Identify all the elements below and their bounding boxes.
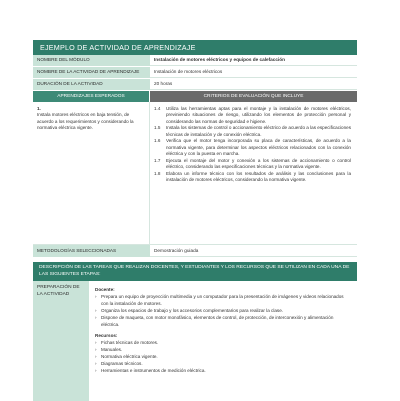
bullet-icon: ›: [95, 308, 97, 313]
list-item: [95, 293, 351, 307]
bullet-icon: ›: [95, 347, 97, 352]
bullet-icon: ›: [95, 354, 97, 359]
list-item: [95, 339, 351, 346]
bullet-icon: ›: [95, 340, 97, 345]
criterion-number: 1.4: [154, 106, 161, 111]
criterion-number: 1.8: [154, 170, 161, 176]
list-item-text: Organiza los espacios de trabajo y los accesorios complementarios para realizar la clase.: [101, 308, 284, 313]
methodology-label: METODOLOGÍAS SELECCIONADAS: [33, 245, 150, 257]
document-title: EJEMPLO DE ACTIVIDAD DE APRENDIZAJE: [33, 40, 357, 55]
criteria-list: [150, 102, 357, 244]
preparation-content: [89, 281, 357, 401]
bullet-icon: ›: [95, 315, 97, 320]
criterion-item: [154, 106, 351, 125]
info-label: NOMBRE DEL MÓDULO: [33, 55, 150, 66]
list-item-text: Manuales.: [101, 347, 123, 352]
list-item-text: Prepara un equipo de proyección multimedia y un computador para la presentación de imágenes y videos relacionados con la instalación de motores.: [101, 294, 344, 306]
bullet-icon: ›: [95, 368, 97, 373]
criterion-item: [154, 158, 351, 171]
criterion-number: 1.7: [154, 157, 161, 163]
criterion-item: [154, 171, 351, 184]
list-item-text: Fichas técnicas de motores.: [101, 340, 159, 345]
preparation-label: PREPARACIÓN DE LA ACTIVIDAD: [33, 281, 89, 401]
info-row-activity: [33, 67, 357, 79]
learning-text: Instala motores eléctricos en baja tensión, de acuerdo a los requerimientos y considerando la normativa eléctrica vigente.: [37, 112, 134, 130]
list-item: [95, 353, 351, 360]
criterion-text: Utiliza las herramientas aptas para el montaje y la instalación de motores eléctricos, previniendo situaciones de riesgo, utilizando los elementos de protección personal y considerando las normas de seguridad e higiene.: [166, 106, 351, 124]
bullet-icon: ›: [95, 361, 97, 366]
teacher-title: Docente:: [95, 287, 115, 292]
resources-title: Recursos:: [95, 333, 118, 338]
learning-outcome: [33, 102, 150, 244]
info-value: 20 horas: [150, 79, 357, 90]
learning-criteria-section: [33, 102, 357, 245]
methodology-value: Demostración guiada: [150, 245, 357, 257]
list-item: [95, 367, 351, 374]
list-item-text: Normativa eléctrica vigente.: [101, 354, 158, 359]
preparation-section: [33, 281, 357, 401]
activity-document: [33, 40, 357, 401]
description-header: DESCRIPCIÓN DE LAS TAREAS QUE REALIZAN DOCENTES, Y ESTUDIANTES Y LOS RECURSOS QUE SE UTILIZAN EN CADA UNA DE LAS SIGUIENTES ETAPAS:: [33, 262, 357, 281]
learning-number: 1.: [37, 106, 41, 111]
info-row-module: [33, 55, 357, 67]
list-item: [95, 307, 351, 314]
list-item: [95, 346, 351, 353]
list-item-text: Dispone de maqueta, con motor monofásico, elementos de control, de protección, de interconexión y alimentación eléctrica.: [101, 315, 334, 327]
criterion-item: [154, 125, 351, 138]
bullet-icon: ›: [95, 294, 97, 299]
list-item: [95, 314, 351, 328]
criterion-item: [154, 138, 351, 157]
criterion-text: Elabora un informe técnico con los resultados de análisis y las conclusiones para la instalación de motores eléctricos, considerando la normativa vigente.: [166, 170, 351, 183]
list-item-text: Herramientas e instrumentos de medición eléctrica.: [101, 368, 206, 373]
learning-column-header: APRENDIZAJES ESPERADOS: [33, 91, 150, 102]
criterion-number: 1.5: [154, 125, 161, 131]
criterion-number: 1.6: [154, 138, 161, 144]
criterion-text: Instala los sistemas de control o accionamiento eléctrico de acuerdo a las especificaciones técnicas de instalación y de conexión eléctrica.: [166, 125, 351, 137]
info-label: NOMBRE DE LA ACTIVIDAD DE APRENDIZAJE: [33, 67, 150, 78]
list-item-text: Diagramas técnicos.: [101, 361, 143, 366]
info-value: Instalación de motores eléctricos y equipos de calefacción: [150, 55, 357, 66]
column-headers: [33, 91, 357, 102]
info-label: DURACIÓN DE LA ACTIVIDAD: [33, 79, 150, 90]
list-item: [95, 360, 351, 367]
methodology-row: [33, 245, 357, 257]
criterion-text: Ejecuta el montaje del motor y conexión a los sistemas de accionamiento o control eléctrico, considerando las especificaciones técnicas y la normativa vigente.: [166, 157, 351, 170]
criteria-column-header: CRITERIOS DE EVALUACIÓN QUE INCLUYE: [150, 91, 357, 102]
info-value: Instalación de motores eléctricos: [150, 67, 357, 78]
info-row-duration: [33, 79, 357, 91]
criterion-text: Verifica que el motor tenga incorporada su placa de características, de acuerdo a la normativa vigente, para determinar los aspectos eléctricos relacionados con la conexión eléctrica y con la puesta en marcha.: [166, 138, 351, 157]
